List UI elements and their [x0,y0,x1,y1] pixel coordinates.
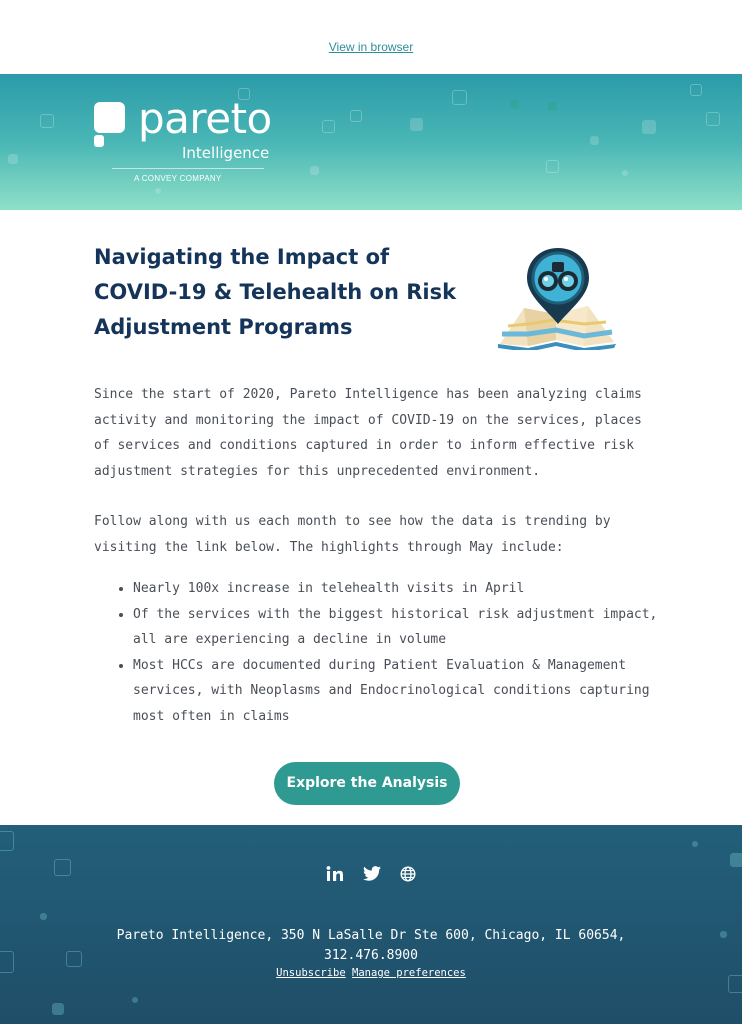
footer-links [0,967,742,979]
followup-paragraph: Follow along with us each month to see how the data is trending by visiting the link below. The highlights through May include: [94,514,611,555]
decor-square [350,110,362,122]
logo-tagline: A CONVEY COMPANY [134,174,222,183]
hero-banner [0,74,742,210]
list-item: • Most HCCs are documented during Patient Evaluation & Management services, with Neoplasms and Endocrinological conditions capturing most often in claims [133,653,673,730]
highlights-list [94,576,673,729]
list-item: • Nearly 100x increase in telehealth visits in April [133,576,673,602]
preheader [0,0,742,74]
decor-square [690,84,702,96]
decor-square [590,136,599,145]
footer [0,825,742,1024]
decor-square [0,831,14,851]
decor-square [452,90,467,105]
decor-square [622,170,628,176]
logo-subtitle: Intelligence [182,144,270,162]
decor-square [548,102,557,111]
decor-square [692,841,698,847]
social-links [0,865,742,886]
list-item: • Of the services with the biggest historical risk adjustment impact, all are experiencing a decline in volume [133,602,673,653]
decor-square [40,913,47,920]
article-headline: Navigating the Impact of COVID-19 & Telehealth on Risk Adjustment Programs [94,245,457,339]
manage-preferences-link[interactable]: Manage preferences [352,967,466,979]
decor-square [510,100,519,109]
decor-square [642,120,656,134]
unsubscribe-link[interactable]: Unsubscribe [276,967,346,979]
intro-paragraph: Since the start of 2020, Pareto Intelligence has been analyzing claims activity and monitoring the impact of COVID-19 on the services, places of services and conditions captured in order to inform effective risk adjustment strategies for this unprecedented environment. [94,387,642,479]
decor-square [410,118,423,131]
decor-square [310,166,319,175]
explore-analysis-button[interactable]: Explore the Analysis [274,762,460,805]
linkedin-icon[interactable] [326,866,344,886]
decor-square [40,114,54,128]
decor-square [322,120,335,133]
pareto-mark-icon [94,102,126,150]
decor-square [52,1003,64,1015]
logo-wordmark: pareto [138,94,272,143]
decor-square [546,160,559,173]
decor-square [8,154,18,164]
globe-icon[interactable] [400,866,416,886]
twitter-icon[interactable] [363,866,381,885]
view-in-browser-link[interactable]: View in browser [328,40,414,54]
map-pin-binoculars-icon [494,244,620,354]
company-address [0,926,742,966]
pareto-logo[interactable] [94,94,294,202]
decor-square [706,112,720,126]
phone-number: 312.476.8900 [324,948,418,963]
logo-divider [112,168,264,169]
address-line: Pareto Intelligence, 350 N LaSalle Dr Ste 600, Chicago, IL 60654, [116,928,626,943]
decor-square [132,997,138,1003]
